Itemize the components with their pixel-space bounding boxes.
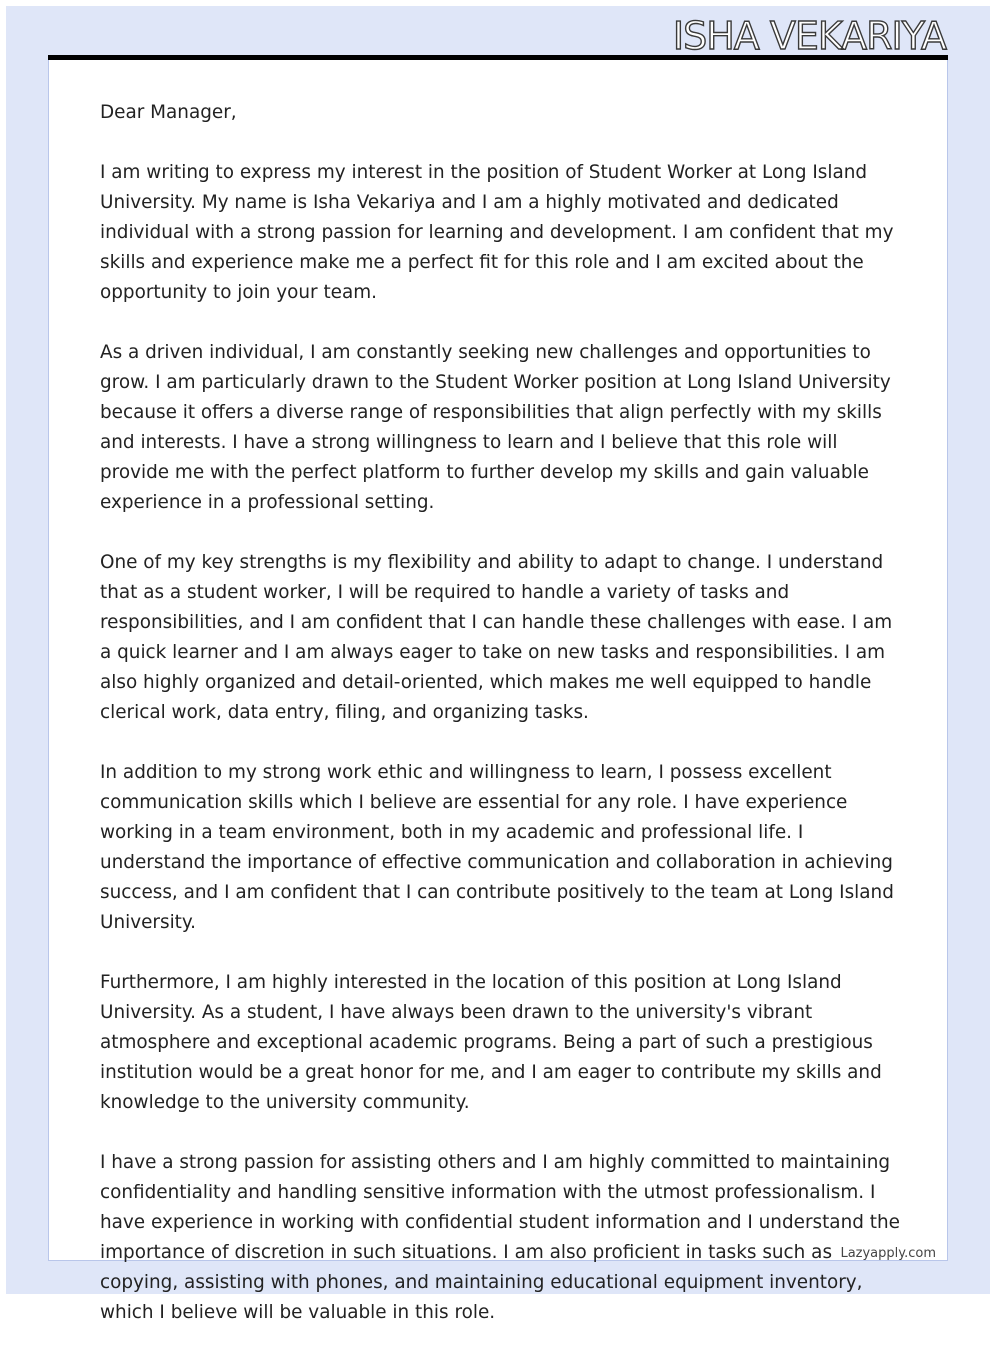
salutation: Dear Manager, [100,102,237,123]
paragraph-location: Furthermore, I am highly interested in the location of this position at Long Island University. As a student, I have always been drawn to the university's vibrant atmosphere and exceptional academic programs. Being a part of such a prestigious institution would be a great honor for me, and I am eager to contribute my skills and knowledge to the university community. [100,972,882,1113]
paragraph-intro: I am writing to express my interest in the position of Student Worker at Long Island University. My name is Isha Vekariya and I am a highly motivated and dedicated individual with a strong passion for learning and development. I am confident that my skills and experience make me a perfect fit for this role and I am excited about the opportunity to join your team. [100,162,894,303]
watermark: Lazyapply.com [840,1246,936,1261]
letter-body [100,98,900,1358]
paragraph-motivation: As a driven individual, I am constantly seeking new challenges and opportunities to grow. I am particularly drawn to the Student Worker position at Long Island University because it offers a diverse range of responsibilities that align perfectly with my skills and interests. I have a strong willingness to learn and I believe that this role will provide me with the perfect platform to further develop my skills and gain valuable experience in a professional setting. [100,342,891,513]
paragraph-confidentiality: I have a strong passion for assisting others and I am highly committed to maintaining confidentiality and handling sensitive information with the utmost professionalism. I have experience in working with confidential student information and I understand the importance of discretion in such situations. I am also proficient in tasks such as copying, assisting with phones, and maintaining educational equipment inventory, which I believe will be valuable in this role. [100,1152,900,1323]
paragraph-strengths: One of my key strengths is my flexibility and ability to adapt to change. I understand that as a student worker, I will be required to handle a variety of tasks and responsibilities, and I am confident that I can handle these challenges with ease. I am a quick learner and I am always eager to take on new tasks and responsibilities. I am also highly organized and detail-oriented, which makes me well equipped to handle clerical work, data entry, filing, and organizing tasks. [100,552,893,723]
applicant-name: ISHA VEKARIYA [672,14,946,58]
paragraph-communication: In addition to my strong work ethic and willingness to learn, I possess excellent communication skills which I believe are essential for any role. I have experience working in a team environment, both in my academic and professional life. I understand the importance of effective communication and collaboration in achieving success, and I am confident that I can contribute positively to the team at Long Island University. [100,762,894,933]
